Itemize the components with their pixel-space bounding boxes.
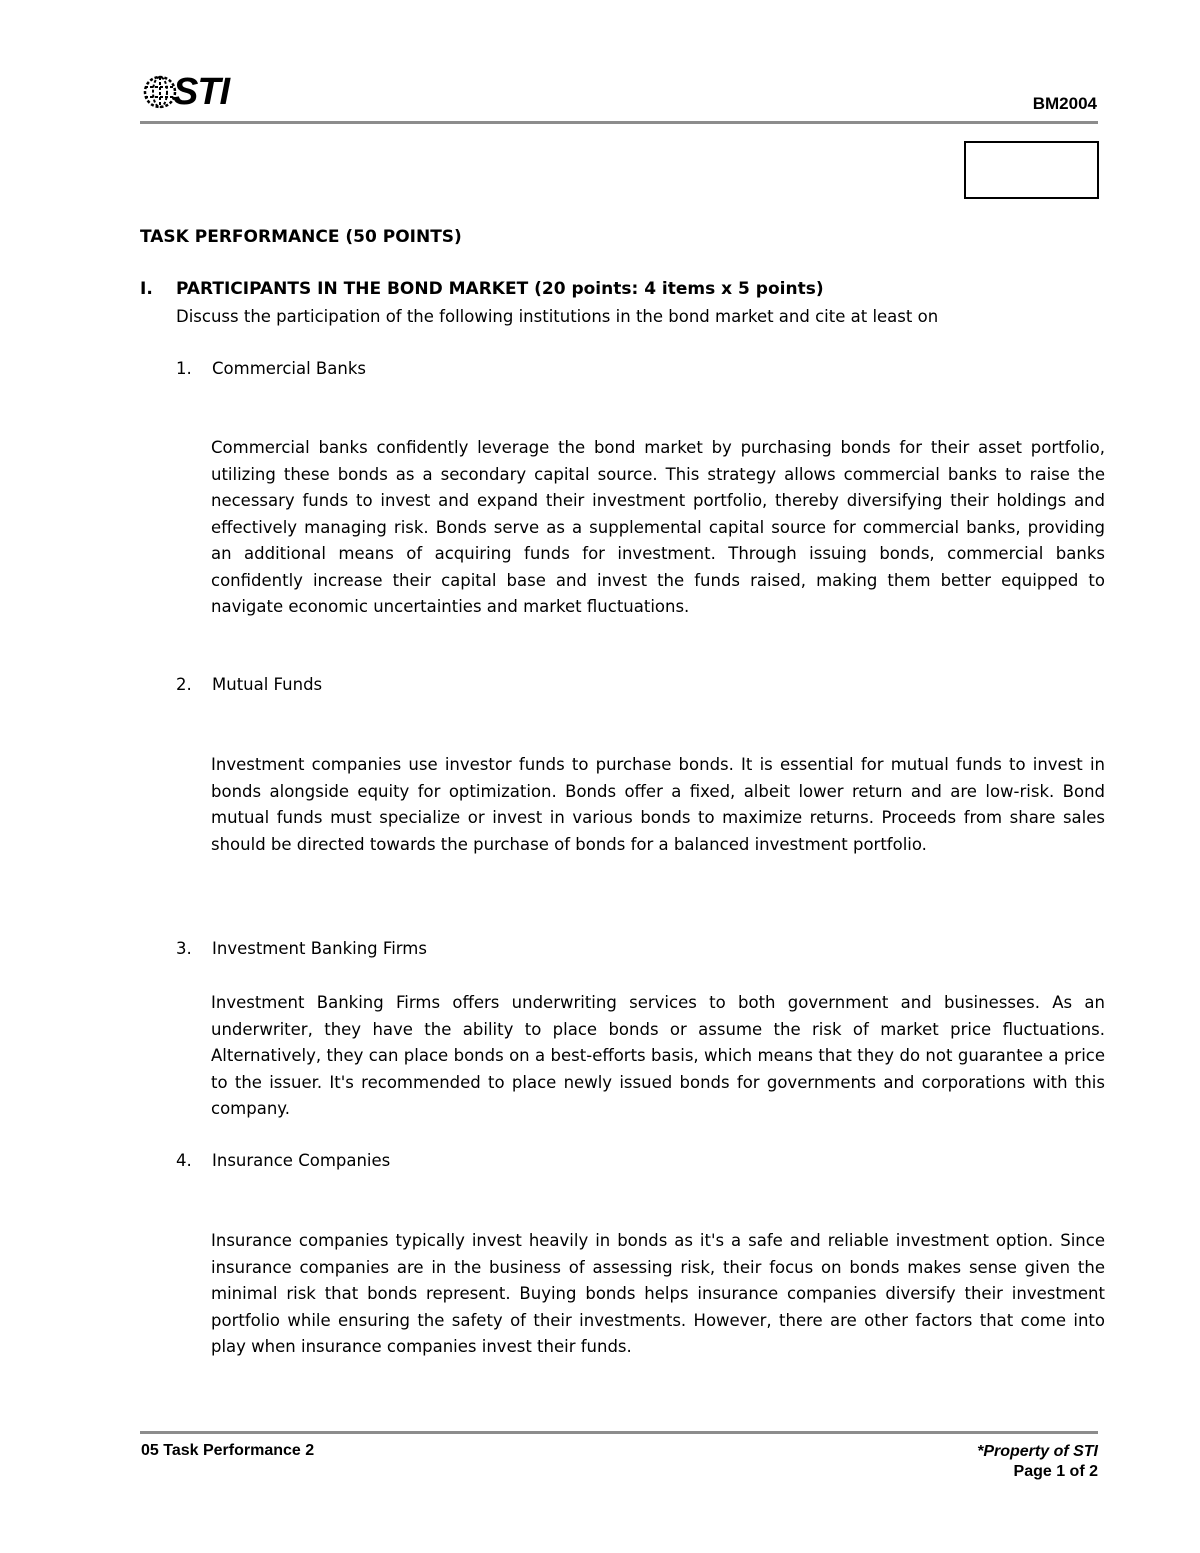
item-title	[176, 359, 366, 378]
item-body: Investment companies use investor funds to purchase bonds. It is essential for mutual funds to invest in bonds alongside equity for optimization. Bonds offer a fixed, albeit lower return and are low-risk. Bond mutual funds must specialize or invest in various bonds to maximize returns. Proceeds from share sales should be directed towards the purchase of bonds for a balanced investment portfolio.	[211, 755, 1105, 854]
globe-icon	[143, 75, 177, 109]
section-title: PARTICIPANTS IN THE BOND MARKET (20 points: 4 items x 5 points)	[176, 279, 824, 299]
footer-divider	[140, 1431, 1098, 1434]
section-heading	[140, 279, 824, 299]
item-title	[176, 675, 322, 694]
item-label: Insurance Companies	[212, 1151, 391, 1170]
item-number: 2.	[176, 675, 192, 694]
section-description: Discuss the participation of the following institutions in the bond market and cite at least on	[176, 307, 939, 326]
footer-task-label: 05 Task Performance 2	[141, 1442, 315, 1459]
item-number: 1.	[176, 359, 192, 378]
header-divider	[140, 121, 1098, 124]
item-body: Commercial banks confidently leverage the bond market by purchasing bonds for their asset portfolio, utilizing these bonds as a secondary capital source. This strategy allows commercial banks to raise the necessary funds to invest and expand their investment portfolio, thereby diversifying their holdings and effectively managing risk. Bonds serve as a supplemental capital source for commercial banks, providing an additional means of acquiring funds for investment. Through issuing bonds, commercial banks confidently increase their capital base and invest the funds raised, making them better equipped to navigate economic uncertainties and market fluctuations.	[211, 438, 1105, 616]
item-number: 4.	[176, 1151, 192, 1170]
task-title: TASK PERFORMANCE (50 POINTS)	[140, 227, 462, 247]
item-body: Investment Banking Firms offers underwriting services to both government and businesses. As an underwriter, they have the ability to place bonds or assume the risk of market price fluctuations. Alternatively, they can place bonds on a best-efforts basis, which means that they do not guarantee a price to the issuer. It's recommended to place newly issued bonds for governments and corporations with this company.	[211, 993, 1105, 1118]
item-title	[176, 1151, 390, 1170]
item-label: Commercial Banks	[212, 359, 366, 378]
course-code: BM2004	[1032, 94, 1097, 113]
logo-text: STI	[173, 71, 230, 113]
footer-right	[977, 1442, 1098, 1482]
section-number: I.	[140, 279, 153, 299]
sti-logo	[143, 72, 229, 112]
item-body: Insurance companies typically invest heavily in bonds as it's a safe and reliable investment option. Since insurance companies are in the business of assessing risk, their focus on bonds makes sense given the minimal risk that bonds represent. Buying bonds helps insurance companies diversify their investment portfolio while ensuring the safety of their investments. However, there are other factors that come into play when insurance companies invest their funds.	[211, 1231, 1105, 1356]
score-box	[964, 141, 1099, 199]
item-label: Investment Banking Firms	[212, 939, 427, 958]
item-number: 3.	[176, 939, 192, 958]
item-label: Mutual Funds	[212, 675, 323, 694]
page-number: Page 1 of 2	[1013, 1463, 1098, 1480]
property-notice: *Property of STI	[977, 1443, 1098, 1460]
item-title	[176, 939, 427, 958]
